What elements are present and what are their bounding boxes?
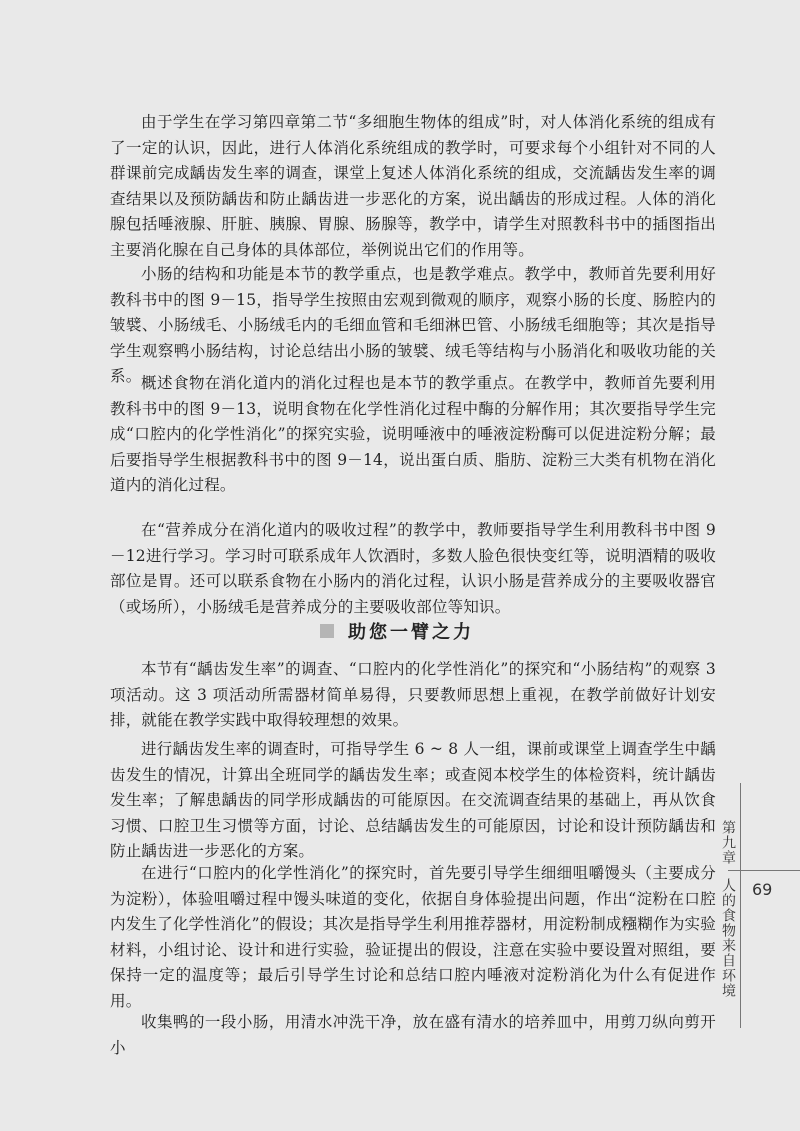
sidebar-divider-vertical [740,783,741,1028]
paragraph-absorption: 在“营养成分在消化道内的吸收过程”的教学中，教师要指导学生利用教科书中图 9－12进行学习。学习时可联系成年人饮酒时，多数人脸色很快变红等，说明酒精的吸收部位是胃。还可以联系食物在小肠内的消化过程，认识小肠是营养成分的主要吸收器官（或场所），小肠绒毛是营养成分的主要吸收部位等知识。 [110,521,716,616]
heading-square-icon [320,624,334,638]
paragraph-digestion-process: 概述食物在消化道内的消化过程也是本节的教学重点。在教学中，教师首先要利用教科书中的图 9－13，说明食物在化学性消化过程中酶的分解作用；其次要指导学生完成“口腔内的化学性消化”的探究实验，说明唾液中的唾液淀粉酶可以促进淀粉分解；最后要指导学生根据教科书中的图 9－14，说出蛋白质、脂肪、淀粉三大类有机物在消化道内的消化过程。 [110,374,716,494]
section-heading [320,617,520,645]
section-heading-text: 助您一臂之力 [348,622,474,643]
page-number: 69 [752,880,773,899]
paragraph-oral-digestion: 在进行“口腔内的化学性消化”的探究时，首先要引导学生细细咀嚼馒头（主要成分为淀粉），体验咀嚼过程中馒头味道的变化，依据自身体验提出问题，作出“淀粉在口腔内发生了化学性消化”的假设；其次是指导学生利用推荐器材，用淀粉制成糨糊作为实验材料，小组讨论、设计和进行实验，验证提出的假设，注意在实验中要设置对照组，要保持一定的温度等；最后引导学生讨论和总结口腔内唾液对淀粉消化为什么有促进作用。 [110,864,716,1010]
chapter-label: 第九章 [720,820,736,865]
paragraph-small-intestine: 小肠的结构和功能是本节的教学重点，也是教学难点。教学中，教师首先要利用好教科书中的图 9－15，指导学生按照由宏观到微观的顺序，观察小肠的长度、肠腔内的皱襞、小肠绒毛、小肠绒毛内的毛细血管和毛细淋巴管、小肠绒毛细胞等；其次是指导学生观察鸭小肠结构，讨论总结出小肠的皱襞、绒毛等结构与小肠消化和吸收功能的关系。 [110,265,716,385]
paragraph-activities-intro: 本节有“龋齿发生率”的调查、“口腔内的化学性消化”的探究和“小肠结构”的观察 3 项活动。这 3 项活动所需器材简单易得，只要教师思想上重视，在教学前做好计划安排，就能在教学实践中取得较理想的效果。 [110,660,716,729]
chapter-title: 人的食物来自环境 [720,878,736,998]
paragraph-caries-survey: 进行龋齿发生率的调查时，可指导学生 6 ~ 8 人一组，课前或课堂上调查学生中龋齿发生的情况，计算出全班同学的龋齿发生率；或查阅本校学生的体检资料，统计龋齿发生率；了解患龋齿的同学形成龋齿的可能原因。在交流调查结果的基础上，再从饮食习惯、口腔卫生习惯等方面，讨论、总结龋齿发生的可能原因，讨论和设计预防龋齿和防止龋齿进一步恶化的方案。 [110,740,716,860]
sidebar-divider-horizontal [728,870,800,871]
paragraph-digestive-system: 由于学生在学习第四章第二节“多细胞生物体的组成”时，对人体消化系统的组成有了一定的认识，因此，进行人体消化系统组成的教学时，可要求每个小组针对不同的人群课前完成龋齿发生率的调查，课堂上复述人体消化系统的组成，交流龋齿发生率的调查结果以及预防龋齿和防止龋齿进一步恶化的方案，说出龋齿的形成过程。人体的消化腺包括唾液腺、肝脏、胰腺、胃腺、肠腺等，教学中，请学生对照教科书中的插图指出主要消化腺在自己身体的具体部位，举例说出它们的作用等。 [110,113,716,259]
paragraph-duck-intestine: 收集鸭的一段小肠，用清水冲洗干净，放在盛有清水的培养皿中，用剪刀纵向剪开小 [110,1013,716,1057]
